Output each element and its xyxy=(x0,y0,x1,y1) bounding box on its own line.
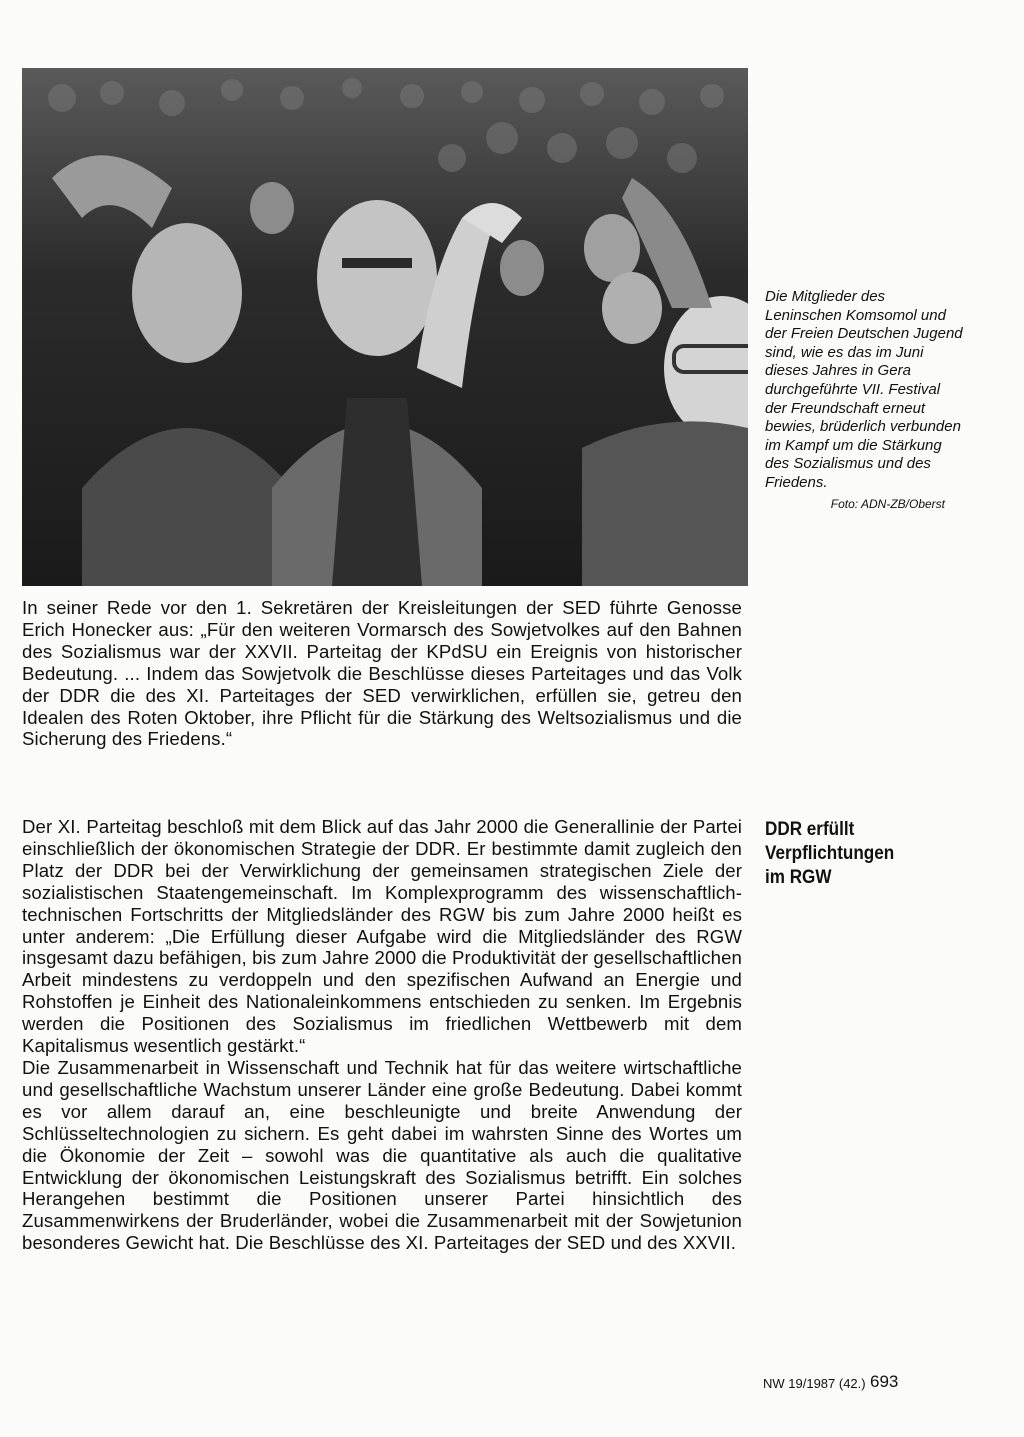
side-heading xyxy=(765,818,945,890)
photo-credit: Foto: ADN-ZB/Oberst xyxy=(830,496,945,511)
article-body xyxy=(22,816,742,1254)
paragraph-3: Die Zusammenarbeit in Wissenschaft und Technik hat für das weitere wirtschaftliche und gesellschaftliche Wachstum unserer Länder eine große Bedeutung. Dabei kommt es vor allem darauf an, eine beschleunigte und breite Anwendung der Schlüsseltechnologien zu sichern. Es geht dabei im wahrsten Sinne des Wortes um die Ökonomie der Zeit – sowohl was die quantitative als auch die qualitative Entwicklung der ökonomischen Leistungskraft des Sozialismus betrifft. Ein solches Herangehen bestimmt die Positionen unserer Partei hinsichtlich des Zusammenwirkens der Bruderländer, wobei die Zusammenarbeit mit der Sowjetunion besonderes Gewicht hat. Die Beschlüsse des XI. Parteitages der SED und des XXVII. xyxy=(22,1056,742,1254)
caption-text: Die Mitglieder des Leninschen Komsomol und der Freien Deutschen Jugend sind, wie es das im Juni dieses Jahres in Gera durchgeführte VII. Festival der Freundschaft erneut bewies, brüderlich verbunden im Kampf um die Stärkung des Sozialismus und des Friedens. xyxy=(765,288,963,491)
photo-icon xyxy=(22,68,748,586)
photo-caption xyxy=(765,288,965,513)
side-heading-line-1: DDR erfüllt xyxy=(765,819,855,840)
journal-reference: NW 19/1987 (42.) xyxy=(763,1376,866,1391)
paragraph-2: Der XI. Parteitag beschloß mit dem Blick auf das Jahr 2000 die Generallinie der Partei einschließlich der ökonomischen Strategie der DDR. Er bestimmte damit zugleich den Platz der DDR bei der Verwirklichung der gemeinsamen strategischen Ziele der sozialistischen Staatengemeinschaft. Im Komplexprogramm des wissenschaftlich-technischen Fortschritts der Mitgliedsländer des RGW bis zum Jahre 2000 heißt es unter anderem: „Die Erfüllung dieser Aufgabe wird die Mitgliedsländer des RGW insgesamt dazu befähigen, bis zum Jahre 2000 die Produktivität der gesellschaftlichen Arbeit mindestens zu verdoppeln und den spezifischen Aufwand an Energie und Rohstoffen je Einheit des Nationaleinkommens entschieden zu senken. Im Ergebnis werden die Positionen des Sozialismus im friedlichen Wettbewerb mit dem Kapitalismus wesentlich gestärkt.“ xyxy=(22,816,742,1057)
page-number: 693 xyxy=(870,1372,899,1391)
crowd-photo xyxy=(22,68,748,586)
paragraph-1: In seiner Rede vor den 1. Sekretären der Kreisleitungen der SED führte Genosse Erich Honecker aus: „Für den weiteren Vormarsch des Sowjetvolkes auf den Bahnen des Sozialismus war der XXVII. Parteitag der KPdSU ein Ereignis von historischer Bedeutung. ... Indem das Sowjetvolk die Beschlüsse dieses Parteitages und das Volk der DDR die des XI. Parteitages der SED verwirklichen, erfüllen sie, getreu den Idealen des Roten Oktober, ihre Pflicht für die Stärkung des Weltsozialismus und die Sicherung des Friedens.“ xyxy=(22,597,742,750)
side-heading-line-2: Verpflichtungen xyxy=(765,843,895,864)
side-heading-line-3: im RGW xyxy=(765,867,832,888)
article-intro xyxy=(22,597,742,750)
